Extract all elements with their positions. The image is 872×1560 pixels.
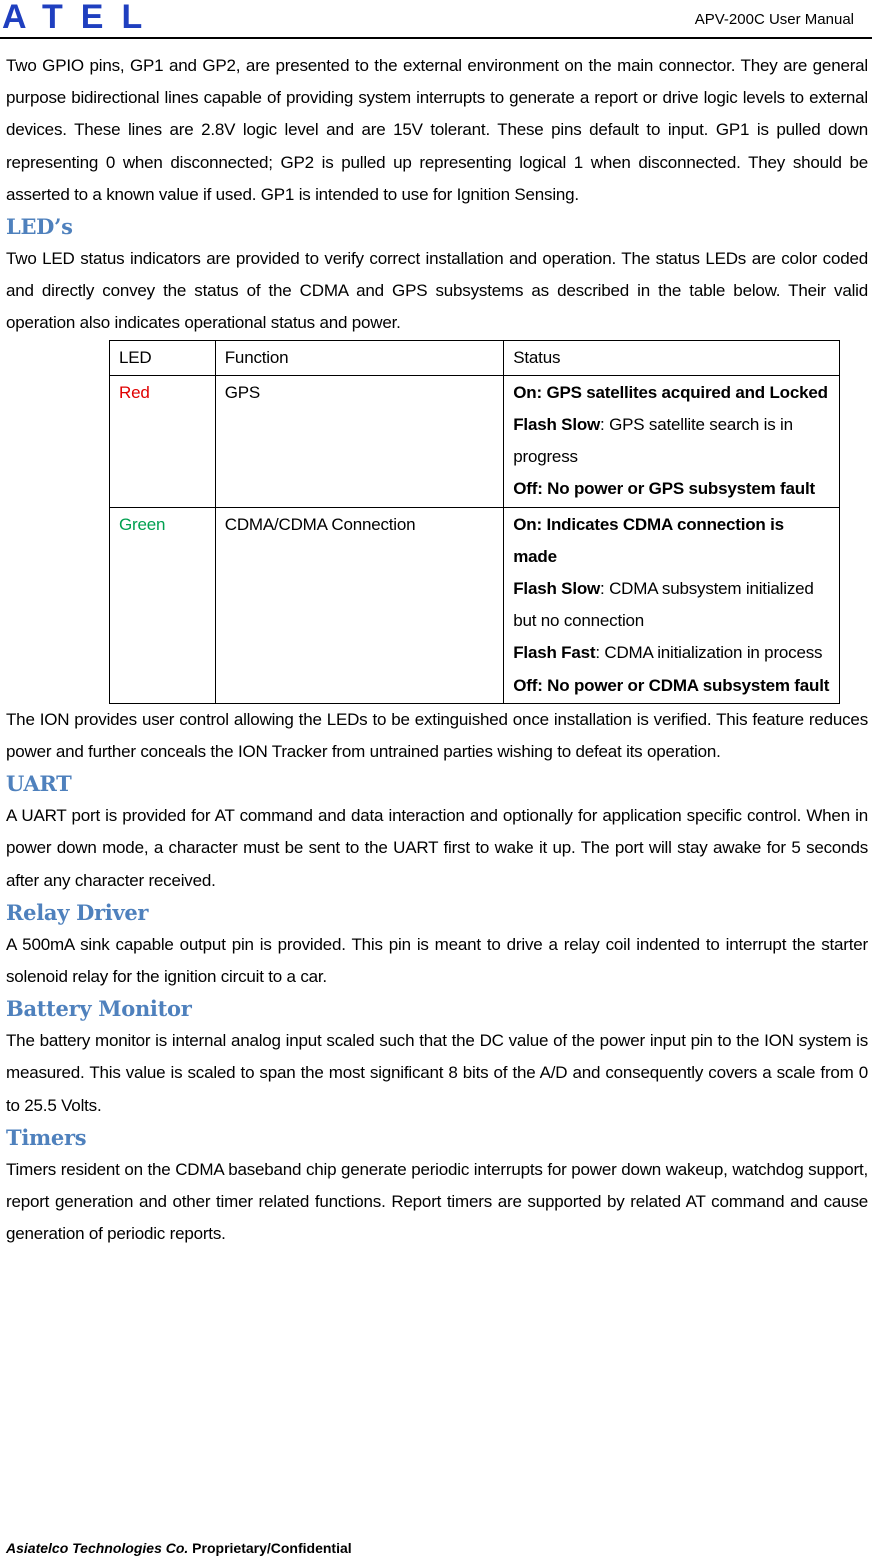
document-body: [6, 50, 868, 1251]
status-line: Off: No power or CDMA subsystem fault: [513, 675, 830, 695]
relay-driver-paragraph: A 500mA sink capable output pin is provided. This pin is meant to drive a relay coil indented to interrupt the starter solenoid relay for the ignition circuit to a car.: [6, 934, 868, 987]
relay-driver-heading: Relay Driver: [6, 899, 149, 925]
footer-company: Asiatelco Technologies Co.: [6, 1540, 189, 1556]
led-green-label: Green: [119, 514, 166, 534]
status-line: Flash Slow: CDMA subsystem initialized but no connection: [513, 579, 814, 631]
table-header-cell: Status: [504, 340, 840, 375]
led-control-paragraph: The ION provides user control allowing the LEDs to be extinguished once installation is verified. This feature reduces power and further conceals the ION Tracker from untrained parties wishing to defeat its operation.: [6, 709, 868, 762]
table-header-cell: Function: [215, 340, 504, 375]
table-row: [110, 507, 840, 703]
battery-monitor-heading: Battery Monitor: [6, 996, 192, 1022]
document-title: APV-200C User Manual: [694, 11, 854, 28]
function-cell: GPS: [215, 375, 504, 507]
led-status-table: [109, 340, 840, 704]
atel-logo: ATEL: [2, 0, 161, 36]
led-red-label: Red: [119, 382, 150, 402]
led-color-cell: [110, 375, 216, 507]
status-line: On: Indicates CDMA connection is made: [513, 514, 784, 566]
uart-heading: UART: [6, 771, 72, 797]
gpio-paragraph: Two GPIO pins, GP1 and GP2, are presented to the external environment on the main connector. They are general purpose bidirectional lines capable of providing system interrupts to generate a report or drive logic levels to external devices. These lines are 2.8V logic level and are 15V tolerant. These pins default to input. GP1 is pulled down representing 0 when disconnected; GP2 is pulled up representing logical 1 when disconnected. They should be asserted to a known value if used. GP1 is intended to use for Ignition Sensing.: [6, 56, 868, 204]
status-line: Off: No power or GPS subsystem fault: [513, 479, 815, 499]
header-divider: [0, 37, 872, 39]
function-cell: CDMA/CDMA Connection: [215, 507, 504, 703]
leds-paragraph: Two LED status indicators are provided to verify correct installation and operation. The status LEDs are color coded and directly convey the status of the CDMA and GPS subsystems as described in the table below. Their valid operation also indicates operational status and power.: [6, 249, 868, 333]
timers-heading: Timers: [6, 1124, 87, 1150]
footer-label: Proprietary/Confidential: [188, 1540, 352, 1556]
status-cell: [504, 375, 840, 507]
table-row: [110, 375, 840, 507]
leds-heading: LED’s: [6, 214, 73, 240]
status-line: Flash Slow: GPS satellite search is in progress: [513, 415, 793, 467]
status-line: Flash Fast: CDMA initialization in process: [513, 643, 823, 663]
timers-paragraph: Timers resident on the CDMA baseband chip generate periodic interrupts for power down wakeup, watchdog support, report generation and other timer related functions. Report timers are supported by related AT command and cause generation of periodic reports.: [6, 1159, 868, 1244]
page-footer: [6, 1538, 352, 1558]
status-line: On: GPS satellites acquired and Locked: [513, 382, 828, 402]
battery-monitor-paragraph: The battery monitor is internal analog input scaled such that the DC value of the power input pin to the ION system is measured. This value is scaled to span the most significant 8 bits of the A/D and consequently covers a scale from 0 to 25.5 Volts.: [6, 1031, 868, 1115]
led-color-cell: [110, 507, 216, 703]
page-header: [0, 0, 872, 40]
table-header-row: [110, 340, 840, 375]
status-cell: [504, 507, 840, 703]
table-header-cell: LED: [110, 340, 216, 375]
uart-paragraph: A UART port is provided for AT command and data interaction and optionally for application specific control. When in power down mode, a character must be sent to the UART first to wake it up. The port will stay awake for 5 seconds after any character received.: [6, 806, 868, 890]
